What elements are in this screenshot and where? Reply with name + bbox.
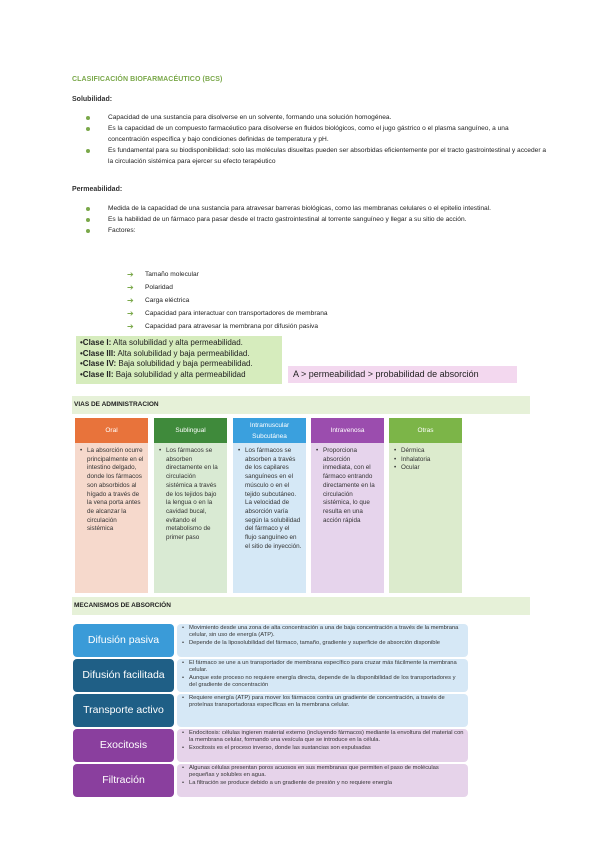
arrow-right-icon: ➔ (127, 270, 134, 279)
mechanism-transporte-activo (73, 694, 468, 727)
mechanism-label: Filtración (73, 764, 174, 797)
via-header: Intramuscular Subcutánea (233, 418, 306, 443)
mechanism-label: Difusión facilitada (73, 659, 174, 692)
bullet-icon (86, 116, 90, 120)
arrow-right-icon: ➔ (127, 283, 134, 292)
solubilidad-heading: Solubilidad: (72, 96, 113, 103)
mechanism-difusion-facilitada (73, 659, 468, 692)
bcs-classes-box (76, 336, 282, 384)
mechanism-description (177, 694, 468, 727)
mechanism-label: Difusión pasiva (73, 624, 174, 657)
list-item: ➔ Tamaño molecular (127, 270, 199, 279)
list-item: Es la habilidad de un fármaco para pasar desde el tracto gastrointestinal al torrente sanguíneo y llegar a su sitio de acción. (86, 214, 546, 225)
list-item: • Aunque este proceso no requiere energía directa, depende de la disponibilidad de los transportadores y del gradiente de concentración (181, 675, 464, 690)
class-line: •Clase III: Alta solubilidad y baja permeabilidad. (80, 348, 250, 358)
class-line: •Clase IV: Baja solubilidad y baja permeabilidad. (80, 359, 253, 368)
mechanism-exocitosis (73, 729, 468, 762)
list-item: • El fármaco se une a un transportador de membrana específico para cruzar más fácilmente la membrana celular. (181, 660, 464, 675)
via-header: Sublingual (154, 418, 227, 443)
via-column-sublingual (154, 418, 227, 593)
list-item: • Inhalatoria (394, 456, 458, 465)
list-item: Es fundamental para su biodisponibilidad: solo las moléculas disueltas pueden ser absorbidas eficientemente por el tracto gastrointestinal y acceder a la circulación sistémica para ejercer su efecto terapéutico (86, 145, 546, 167)
list-item: • Proporciona absorción inmediata, con el fármaco entrando directamente en la circulación sistémica, lo que resulta en una acción rápida (316, 447, 380, 525)
mechanism-description (177, 624, 468, 657)
bullet-icon (86, 207, 90, 211)
mechanism-description (177, 764, 468, 797)
solubilidad-list (86, 112, 546, 167)
permeabilidad-heading: Permeabilidad: (72, 186, 123, 193)
mechanism-filtracion (73, 764, 468, 797)
list-item: ➔ Capacidad para atravesar la membrana por difusión pasiva (127, 322, 318, 331)
list-item: Factores: (86, 225, 546, 236)
mechanism-label: Transporte activo (73, 694, 174, 727)
vias-title: VIAS DE ADMINISTRACION (72, 396, 530, 414)
via-column-intravenosa (311, 418, 384, 593)
bullet-icon (86, 149, 90, 153)
list-item: ➔ Carga eléctrica (127, 296, 190, 305)
bcs-title: CLASIFICACIÓN BIOFARMACÉUTICO (BCS) (72, 76, 223, 83)
list-item: • Movimiento desde una zona de alta concentración a una de baja concentración a través de la membrana celular, sin uso de energía (ATP). (181, 625, 464, 640)
list-item: • Requiere energía (ATP) para mover los fármacos contra un gradiente de concentración, a través de proteínas transportadoras específicas en la membrana celular. (181, 695, 464, 710)
via-header: Otras (389, 418, 462, 443)
list-item: Medida de la capacidad de una sustancia para atravesar barreras biológicas, como las membranas celulares o el epitelio intestinal. (86, 203, 546, 214)
list-item: Es la capacidad de un compuesto farmacéutico para disolverse en fluidos biológicos, como el jugo gástrico o el plasma sanguíneo, a una concentración específica y bajo condiciones definidas de temperatura y pH. (86, 123, 546, 145)
list-item: • La absorción ocurre principalmente en el intestino delgado, donde los fármacos son absorbidos al hígado a través de la vena porta antes de alcanzar la circulación sistémica (80, 447, 144, 534)
via-header: Intravenosa (311, 418, 384, 443)
permeability-note: A > permeabilidad > probabilidad de absorción (288, 366, 517, 383)
list-item: • Depende de la liposolubilidad del fármaco, tamaño, gradiente y superficie de absorción disponible (181, 640, 464, 647)
class-line: •Clase I: Alta solubilidad y alta permeabilidad. (80, 338, 243, 347)
list-item: ➔ Polaridad (127, 283, 173, 292)
permeabilidad-list (86, 203, 546, 236)
class-line: •Clase II: Baja solubilidad y alta permeabilidad (80, 369, 246, 379)
via-body (75, 443, 148, 593)
mecanismos-title: MECANISMOS DE ABSORCIÓN (72, 597, 530, 615)
list-item: • Exocitosis es el proceso inverso, donde las sustancias son expulsadas (181, 745, 464, 752)
list-item: • La filtración se produce debido a un gradiente de presión y no requiere energía (181, 780, 464, 787)
list-item: • Algunas células presentan poros acuosos en sus membranas que permiten el paso de moléculas pequeñas y solubles en agua. (181, 765, 464, 780)
via-column-otras (389, 418, 462, 593)
via-body (389, 443, 462, 593)
via-body (311, 443, 384, 593)
list-item: • Ocular (394, 464, 458, 473)
via-body (233, 443, 306, 593)
list-item: • Los fármacos se absorben a través de los capilares sanguíneos en el músculo o en el tejido subcutáneo. La velocidad de absorción varía según la solubilidad del fármaco y el flujo sanguíneo en el sitio de inyección. (238, 447, 302, 551)
arrow-right-icon: ➔ (127, 296, 134, 305)
mechanism-difusion-pasiva (73, 624, 468, 657)
mechanism-label: Exocitosis (73, 729, 174, 762)
list-item: Capacidad de una sustancia para disolverse en un solvente, formando una solución homogénea. (86, 112, 546, 123)
list-item: • Dérmica (394, 447, 458, 456)
list-item: • Endocitosis: células ingieren material externo (incluyendo fármacos) mediante la envoltura del material con la membrana celular, formando una vesícula que se introduce en la célula. (181, 730, 464, 745)
arrow-right-icon: ➔ (127, 322, 134, 331)
via-body (154, 443, 227, 593)
list-item: • Los fármacos se absorben directamente en la circulación sistémica a través de los tejidos bajo la lengua o en la cavidad bucal, evitando el metabolismo de primer paso (159, 447, 223, 543)
bullet-icon (86, 229, 90, 233)
mechanism-description (177, 729, 468, 762)
via-column-intramuscular (233, 418, 306, 593)
list-item: ➔ Capacidad para interactuar con transportadores de membrana (127, 309, 328, 318)
via-header: Oral (75, 418, 148, 443)
factores-list (127, 268, 328, 333)
mechanism-description (177, 659, 468, 692)
bullet-icon (86, 127, 90, 131)
via-column-oral (75, 418, 148, 593)
bullet-icon (86, 218, 90, 222)
arrow-right-icon: ➔ (127, 309, 134, 318)
